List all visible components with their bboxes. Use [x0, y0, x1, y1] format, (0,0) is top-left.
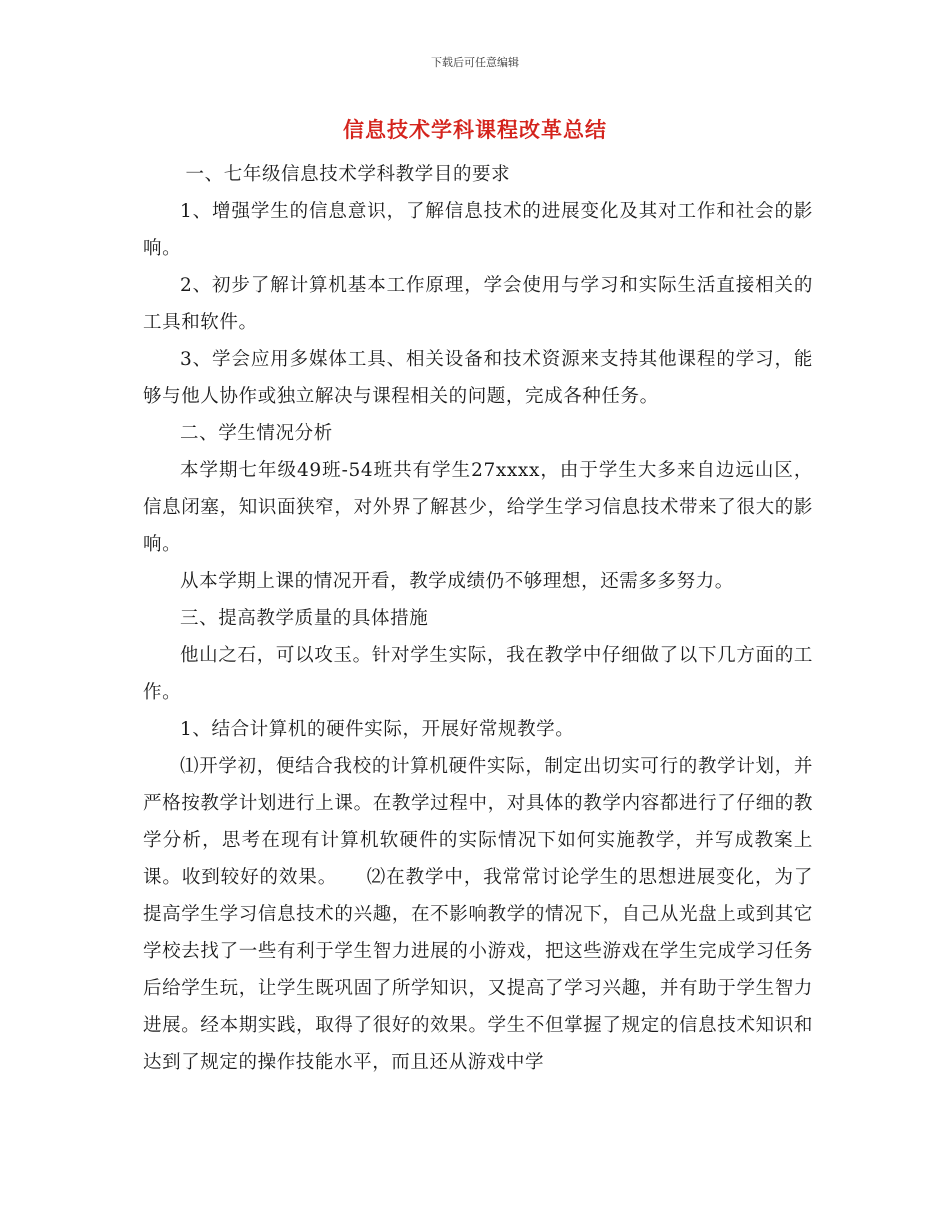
section-heading-1: 一、七年级信息技术学科教学目的要求: [185, 164, 511, 185]
paragraph: 2、初步了解计算机基本工作原理，学会使用与学习和实际生活直接相关的工具和软件。: [143, 275, 813, 333]
document-body: [143, 156, 813, 1081]
paragraph: 1、结合计算机的硬件实际，开展好常规教学。: [180, 719, 575, 740]
section-heading-3: 三、提高教学质量的具体措施: [180, 608, 429, 629]
paragraph: 3、学会应用多媒体工具、相关设备和技术资源来支持其他课程的学习，能够与他人协作或独立解决与课程相关的问题，完成各种任务。: [143, 349, 813, 407]
paragraph: 1、增强学生的信息意识，了解信息技术的进展变化及其对工作和社会的影响。: [143, 201, 813, 259]
paragraph: 从本学期上课的情况开看，教学成绩仍不够理想，还需多多努力。: [180, 571, 734, 592]
paragraph: 他山之石，可以攻玉。针对学生实际，我在教学中仔细做了以下几方面的工作。: [143, 645, 813, 703]
paragraph: ⑴开学初，便结合我校的计算机硬件实际，制定出切实可行的教学计划，并严格按教学计划进行上课。在教学过程中，对具体的教学内容都进行了仔细的教学分析，思考在现有计算机软硬件的实际情况下如何实施教学，并写成教案上课。收到较好的效果。 ⑵在教学中，我常常讨论学生的思想进展变化，为了提高学生学习信息技术的兴趣，在不影响教学的情况下，自己从光盘上或到其它学校去找了一些有利于学生智力进展的小游戏，把这些游戏在学生完成学习任务后给学生玩，让学生既巩固了所学知识，又提高了学习兴趣，并有助于学生智力进展。经本期实践，取得了很好的效果。学生不但掌握了规定的信息技术知识和达到了规定的操作技能水平，而且还从游戏中学: [143, 756, 813, 1073]
paragraph: 本学期七年级49班-54班共有学生27xxxx，由于学生大多来自边远山区，信息闭塞，知识面狭窄，对外界了解甚少，给学生学习信息技术带来了很大的影响。: [143, 460, 813, 555]
document-title: 信息技术学科课程改革总结: [343, 118, 607, 142]
section-heading-2: 二、学生情况分析: [180, 423, 333, 444]
header-note: 下载后可任意编辑: [431, 56, 519, 69]
